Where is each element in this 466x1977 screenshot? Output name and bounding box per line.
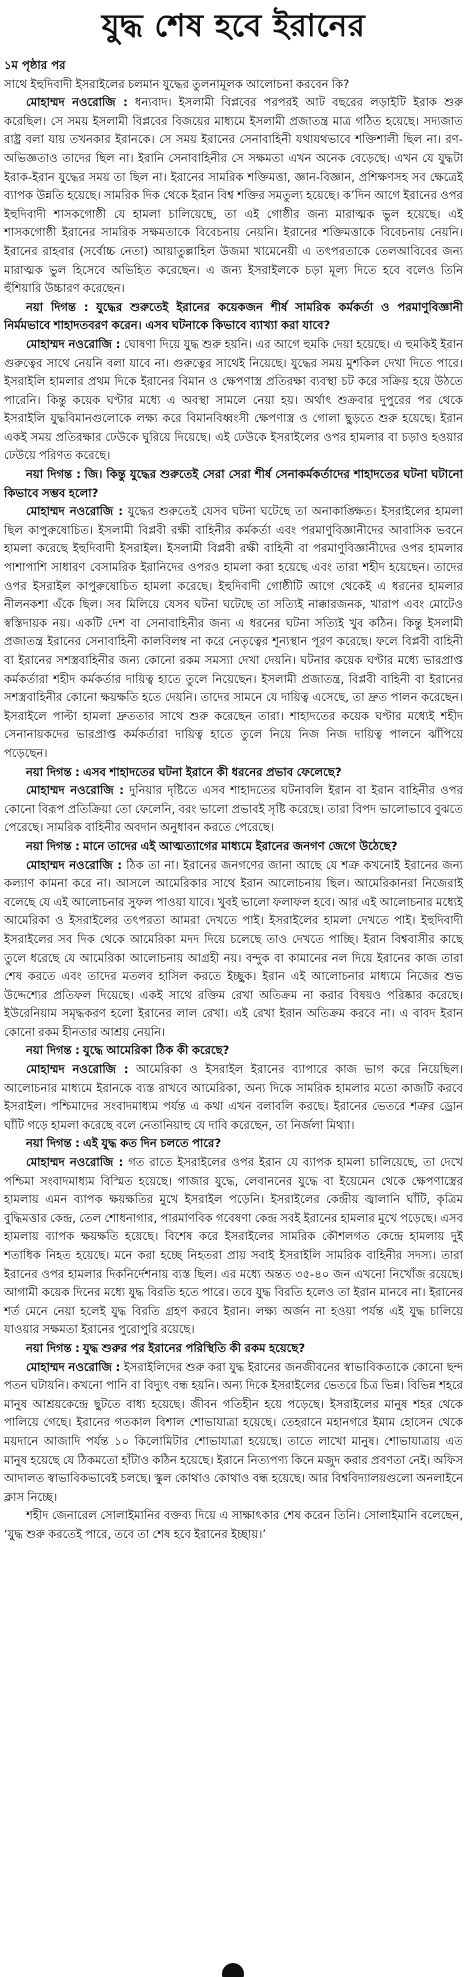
interviewer-label: নয়া দিগন্ত : <box>26 1136 80 1151</box>
answer-paragraph <box>4 335 463 465</box>
paragraph-text: মানে তাদের এই আত্মত্যাগের মাধ্যমে ইরানের জনগণ জেগে উঠেছে? <box>83 838 398 853</box>
paragraph-text: যুদ্ধের শুরুতেই ইরানের কয়েকজন শীর্ষ সামরিক কর্মকর্তা ও পরমাণুবিজ্ঞানী নির্মমভাবে শাহাদতবরণ করেন। এসব ঘটনাকে কিভাবে ব্যাখ্যা করা যাবে? <box>4 299 463 333</box>
page-ornament <box>222 1963 244 1977</box>
question-paragraph <box>4 763 463 782</box>
question-paragraph <box>4 1041 463 1060</box>
interviewer-label: নয়া দিগন্ত : <box>26 1043 80 1058</box>
interviewer-label: নয়া দিগন্ত : <box>26 838 80 853</box>
paragraph-text: এই যুদ্ধ কত দিন চলতে পারে? <box>83 1136 222 1151</box>
headline: যুদ্ধ শেষ হবে ইরানের <box>101 8 366 44</box>
article-body <box>4 75 463 1544</box>
interviewee-label: মোহাম্মদ নওরোজি : <box>26 857 122 872</box>
interviewer-label: নয়া দিগন্ত : <box>26 1340 80 1355</box>
question-paragraph <box>4 1339 463 1358</box>
answer-paragraph <box>4 502 463 762</box>
paragraph-text: ইসরাইলিদের শুরু করা যুদ্ধ ইরানের জনজীবনের স্বাভাবিকতাকে কোনো ছন্দ পতন ঘটায়নি। কখনো পানি বা বিদ্যুৎ বন্ধ হয়নি। অন্য দিকে ইসরাইলের ভেতরে চিত্র ভিন্ন। বিভিন্ন শহরে মানুষ আশ্রয়কেন্দ্রে ছুটতে বাধ্য হয়েছে। জীবন গতিহীন হয়ে পড়েছে। ইসরাইলের মানুষ শহর থেকে পালিয়ে গেছে। ইরানের গতকাল বিশাল শোভাযাত্রা হয়েছে। তেহরানে মহানগরে ইমাম হোসেন থেকে ময়দানে আজাদি পর্যন্ত ১০ কিলোমিটার শোভাযাত্রা হয়েছে। তাতে লাখো মানুষ। শোভাযাত্রায় এত মানুষ হয়েছে যে ঠিকমতো হাঁটাও কঠিন হয়েছে। ইরানে নিত্যপণ্য কিনে মজুদ করার প্রবণতা নেই। অফিস আদালত স্বাভাবিকভাবেই চলছে। স্কুল কোথাও কোথাও বন্ধ হয়েছে। আর বিশ্ববিদ্যালয়গুলো অনলাইনে ক্লাস নিচ্ছে। <box>4 1359 464 1504</box>
interviewer-label: নয়া দিগন্ত : <box>26 764 80 779</box>
answer-paragraph <box>4 1153 463 1339</box>
interviewer-label: নয়া দিগন্ত : <box>26 299 89 314</box>
paragraph-text: দুনিয়ার দৃষ্টিতে এসব শাহাদতের ঘটনাবলি ইরান বা ইরান বাহিনীর ওপর কোনো বিরূপ প্রতিক্রিয়া তো ফেলেনি, বরং ভালো প্রভাবই সৃষ্টি করেছে। তারা বিপদ ভালোভাবে বুঝতে পেরেছে। সামরিক বাহিনীর অবদান অনুধাবন করতে পেরেছে। <box>4 783 464 835</box>
interviewee-label: মোহাম্মদ নওরোজি : <box>26 783 124 798</box>
paragraph-text: শহীদ জেনারেল সোলাইমানির বক্তব্য দিয়ে এ সাক্ষাৎকার শেষ করেন তিনি। সোলাইমানি বলেছেন, ‘যুদ্ধ শুরু করতেই পারে, তবে তা শেষ হবে ইরানের ইচ্ছায়।’ <box>4 1508 463 1541</box>
continued-from-label: ১ম পৃষ্ঠার পর <box>4 58 66 72</box>
interviewee-label: মোহাম্মদ নওরোজি : <box>26 95 128 110</box>
answer-paragraph <box>4 93 463 298</box>
answer-paragraph <box>4 1060 463 1134</box>
interviewee-label: মোহাম্মদ নওরোজি : <box>26 504 124 519</box>
question-paragraph <box>4 1134 463 1153</box>
answer-paragraph <box>4 1358 463 1507</box>
body-paragraph <box>4 75 463 94</box>
paragraph-text: আমেরিকা ও ইসরাইল ইরানের ব্যাপারে কাজ ভাগ করে নিয়েছিল। আলোচনার মাধ্যমে ইরানকে ব্যস্ত রাখবে আমেরিকা, অন্য দিকে সামরিক হামলার মতো কাজটি করবে ইসরাইল। পশ্চিমাদের সংবাদমাধ্যম পর্যন্ত এ কথা এখন বলাবলি করছে। ইরানের ভেতরে শত্রুর ড্রোন ঘাঁটি গড়ে হামলা করেছে বলে নেতানিয়াহু যে দাবি করেছেন, তা নির্জলা মিথ্যা। <box>4 1062 464 1132</box>
interviewer-label: নয়া দিগন্ত : <box>26 467 81 482</box>
answer-paragraph <box>4 856 463 1042</box>
paragraph-text: ঠিক তা না। ইরানের জনগণের জানা আছে যে শত্রু কখনোই ইরানের জন্য কল্যাণ কামনা করে না। আসলে আমেরিকার সাথে ইরান আলোচনায় ছিল। আমেরিকানরা নিজেরাই বলেছে যে এই আলোচনার সুফল পাওয়া যাবে। খুবই ভালো ফলাফল হবে। আর এই আলোচনার মধ্যেই আমেরিকা ও ইসরাইলের তৎপরতা আমরা দেখতে পাই। ইসরাইলের হামলা দেখতে পাই। ইহুদিবাদী ইসরাইলের সব দিক থেকে আমেরিকা মদদ দিয়ে চলেছে তাও দেখতে পাচ্ছি। ইরান বিশ্ববাসীর কাছে তুলে ধরেছে যে আমেরিকা আলোচনায় আগ্রহী নয়। বন্দুক বা কামানের নল দিয়ে ইরানের কাজ তারা শেষ করতে এবং তাদের মতলব হাসিল করতে ইচ্ছুক। ইরান এই আলোচনার মাধ্যমে নিজের শুভ উদ্দেশ্যের প্রতিফল দিয়েছে। একই সাথে রক্তিম রেখা অতিক্রম না করার বিষয়ও পরিষ্কার করেছে। ইউরেনিয়াম সমৃদ্ধকরণ হলো ইরানের লাল রেখা। এই রেখা ইরান অতিক্রম করবে না। এ বাবদ ইরান কোনো রকম হীনতার আশ্রয় নেয়নি। <box>4 857 464 1039</box>
paragraph-text: গত রাতে ইসরাইলের ওপর ইরান যে ব্যাপক হামলা চালিয়েছে, তা দেখে পশ্চিমা সংবাদমাধ্যম বিস্মিত হয়েছে। গাজার যুদ্ধে, লেবাননের যুদ্ধে বা ইয়েমেন থেকে ক্ষেপণাস্ত্রের হামলায় এমন ব্যাপক ক্ষয়ক্ষতির মুখে ইসরাইল পড়েনি। ইসরাইলের কেন্দ্রীয় জ্বালানি ঘাঁটি, কৃত্রিম বুদ্ধিমত্তার কেন্দ্র, তেল শোধনাগার, পারমাণবিক গবেষণা কেন্দ্র সবই ইরানের হামলার মুখে পড়েছে। এসব হামলায় ব্যাপক ক্ষয়ক্ষতি হয়েছে। বিশেষ করে ইসরাইলের সামরিক কৌশলগত কেন্দ্রে হামলায় দুই শতাধিক নিহত হয়েছে। মনে করা হচ্ছে নিহতরা প্রায় সবাই ইসরাইলি সামরিক বাহিনীর সদস্য। তারা ইরানের ওপর হামলার দিকনির্দেশনায় ব্যস্ত ছিল। এর মধ্যে অন্তত ৩৫-৪০ জন এখনো নিখোঁজ রয়েছে। আগামী কয়েক দিনের মধ্যে যুদ্ধ বিরতি হতে পারে। তবে যুদ্ধ বিরতি হলেও তা ইরান মানবে না। ইরানের শর্ত মেনে নেয়া হলেই যুদ্ধ বিরতি গ্রহণ করবে ইরান। লক্ষ্য অর্জন না হওয়া পর্যন্ত এই যুদ্ধ চালিয়ে যাওয়ার সক্ষমতা ইরানের পুরোপুরি রয়েছে। <box>4 1155 464 1337</box>
question-paragraph <box>4 298 463 335</box>
answer-paragraph <box>4 781 463 837</box>
interviewee-label: মোহাম্মদ নওরোজি : <box>26 1062 129 1077</box>
paragraph-text: জি। কিন্তু যুদ্ধের শুরুতেই সেরা সেরা শীর্ষ সেনাকর্মকর্তাদের শাহাদতের ঘটনা ঘটানো কিভাবে সম্ভব হলো? <box>4 467 464 500</box>
paragraph-text: যুদ্ধে আমেরিকা ঠিক কী করেছে? <box>83 1043 230 1058</box>
paragraph-text: ঘোষণা দিয়ে যুদ্ধ শুরু হয়নি। এর আগে হুমকি দেয়া হয়েছে। এ হুমকিই ইরান গুরুত্বের সাথে নেয়নি বলা যাবে না। গুরুত্বের সাথেই নিয়েছে। যুদ্ধের সময় মুশকিল দেখা দিতে পারে। ইসরাইলি হামলার প্রথম দিকে ইরানের বিমান ও ক্ষেপণাস্ত্র প্রতিরক্ষা ব্যবস্থা চট করে সক্রিয় হয়ে উঠতে পারেনি। কিন্তু কয়েক ঘণ্টার মধ্যে এ অবস্থা সামলে নেয়া হয়। অর্থাৎ শুক্রবার দুপুরের পর থেকে ইসরাইলি যুদ্ধবিমানগুলোকে লক্ষ্য করে বিমানবিধ্বংসী ক্ষেপণাস্ত্র ও গোলা ছুড়তে শুরু হয়েছে। ইরান একই সময় প্রতিরক্ষার ঢেউকে ঘুরিয়ে দিয়েছে। এই ঢেউকে ইসরাইলের ওপর হামলার বা চড়াও হওয়ার ঢেউয়ে পরিণত করেছে। <box>4 336 463 463</box>
question-paragraph <box>4 837 463 856</box>
closing-paragraph <box>4 1506 463 1543</box>
question-paragraph <box>4 465 463 502</box>
interviewee-label: মোহাম্মদ নওরোজি : <box>26 336 121 351</box>
paragraph-text: ধন্যবাদ। ইসলামী বিপ্লবের পরপরই আট বছরের লড়াইটি ইরাক শুরু করেছিল। সে সময় ইসলামী বিপ্লবের বিজয়ের মাধ্যমে ইসলামী প্রজাতন্ত্র মাত্র গঠিত হয়েছে। সদ্যজাত রাষ্ট্র বলা যায় তখনকার ইরানকে। সে সময় ইরানের সেনাবাহিনী যথাযথভাবে শক্তিশালী ছিল না। রণ-অভিজ্ঞতাও তাদের ছিল না। ইরানি সেনাবাহিনীর সে সক্ষমতা এখন অনেক বেড়েছে। এখন যে যুদ্ধটা ইরাক-ইরান যুদ্ধের সময় তা ছিল না। ইরানের সামরিক শক্তিমত্তা, জ্ঞান-বিজ্ঞান, প্রশিক্ষণসহ সব ক্ষেত্রেই ব্যাপক উন্নতি হয়েছে। সামরিক দিক থেকে ইরান বিশ্ব শক্তির সমতুল্য হয়েছে। ক’দিন আগে ইরানের ওপর ইহুদিবাদী শাসকগোষ্ঠী যে হামলা চালিয়েছে, তা এই গোষ্ঠীর জন্য মারাত্মক ভুল হয়েছে। এই শাসকগোষ্ঠী ইরানের সামরিক সক্ষমতাকে বিবেচনায় নেয়নি। ইরানের শক্তিমত্তাকে বিবেচনায় নেয়নি। ইরানের রাহবার (সর্বোচ্চ নেতা) আয়াতুল্লাহিল উজমা খামেনেয়ী এ তৎপরতাকে তেলআবিবের জন্য মারাত্মক ভুল হিসেবে অভিহিত করেছেন। এ জন্য ইসরাইলকে চড়া মূল্য দিতে হবে বলেও তিনি হুঁশিয়ারি উচ্চারণ করেছেন। <box>4 95 464 296</box>
interviewee-label: মোহাম্মদ নওরোজি : <box>26 1155 124 1170</box>
interviewee-label: মোহাম্মদ নওরোজি : <box>26 1359 121 1374</box>
paragraph-text: যুদ্ধ শুরুর পর ইরানের পরিস্থিতি কী রকম হয়েছে? <box>83 1340 306 1355</box>
paragraph-text: সাথে ইহুদিবাদী ইসরাইলের চলমান যুদ্ধের তুলনামূলক আলোচনা করবেন কি? <box>4 76 350 91</box>
paragraph-text: যুদ্ধের শুরুতেই যেসব ঘটনা ঘটেছে তা অনাকাঙ্ক্ষিত। ইসরাইলের হামলা ছিল কাপুরুষোচিত। ইসলামী বিপ্লবী রক্ষী বাহিনীর কর্মকর্তা এবং পরমাণুবিজ্ঞানীদের আবাসিক ভবনে হামলা করেছে ইহুদিবাদী ইসরাইল। ইসলামী বিপ্লবী রক্ষী বাহিনী বা পরমাণুবিজ্ঞানীদের ওপর হামলার পাশাপাশি সাধারণ বেসামরিক ইরানিদের ওপরও হামলা করা হয়েছে এবং তারা শহীদ হয়েছেন। তাদের ওপর ইসরাইল কাপুরুষোচিত হামলা করেছে। ইহুদিবাদী গোষ্ঠীটি আগে থেকেই এ ধরনের হামলার নীলনকশা এঁকে ছিল। সব মিলিয়ে যেসব ঘটনা ঘটেছে তা সত্যিই নাক্কারজনক, খারাপ এবং মোটেও স্বস্তিদায়ক নয়। একটি দেশ বা সেনাবাহিনীর জন্য এ ধরনের ঘটনা সত্যিই খুব কঠিন। কিন্তু ইসলামী প্রজাতন্ত্র ইরানের সেনাবাহিনী কালবিলম্ব না করে নেতৃত্বের শূন্যস্থান পূরণ করেছে। ফলে বিপ্লবী বাহিনী বা ইরানের সশস্ত্রবাহিনীর জন্য কোনো রকম সমস্যা দেখা দেয়নি। ঘটনার কয়েক ঘণ্টার মধ্যে ভারপ্রাপ্ত কর্মকর্তারা শহীদ কর্মকর্তার দায়িত্ব হাতে তুলে নিয়েছেন। ইসলামী প্রজাতন্ত্র, বিপ্লবী বাহিনী বা ইরানের সশস্ত্রবাহিনীর কোনো ক্ষয়ক্ষতি হতে দেয়নি। তাদের সামনে যে দায়িত্ব এসেছে, তা দ্রুত পালন করেছেন। ইসরাইলে পাল্টা হামলা দ্রুততার সাথে শুরু করেছেন তারা। শাহাদতের কয়েক ঘণ্টার মধ্যেই শহীদ সেনানায়কদের ভারপ্রাপ্ত কর্মকর্তারা দায়িত্ব হাতে তুলে নিয়ে নিজ নিজ দায়িত্ব পালনে ঝাঁপিয়ে পড়েছেন। <box>4 504 464 760</box>
paragraph-text: এসব শাহাদতের ঘটনা ইরানে কী ধরনের প্রভাব ফেলেছে? <box>83 764 342 779</box>
